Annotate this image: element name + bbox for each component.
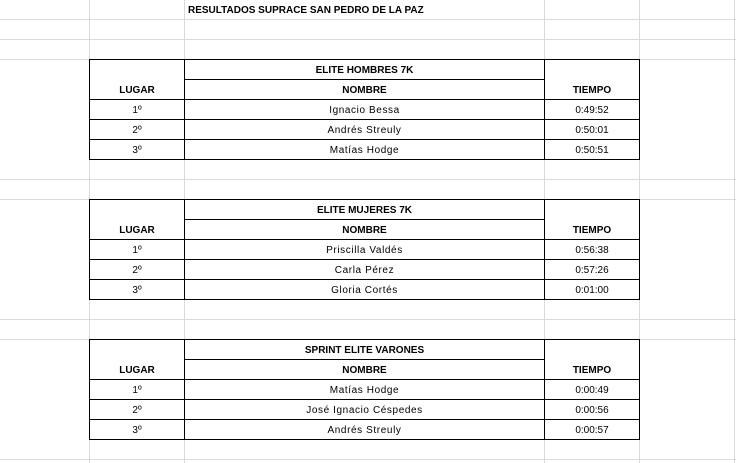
- column-header-place[interactable]: LUGAR: [90, 360, 185, 380]
- table-header-row: [90, 200, 640, 220]
- table-row: [90, 100, 640, 120]
- row-divider: [0, 319, 736, 320]
- row-divider: [0, 39, 736, 40]
- name-cell[interactable]: Andrés Streuly: [185, 120, 545, 140]
- name-cell[interactable]: Matías Hodge: [185, 140, 545, 160]
- time-cell[interactable]: 0:00:56: [545, 400, 640, 420]
- empty-cell[interactable]: [90, 60, 185, 80]
- column-header-row: [90, 80, 640, 100]
- time-cell[interactable]: 0:01:00: [545, 280, 640, 300]
- table-header-row: [90, 60, 640, 80]
- time-cell[interactable]: 0:49:52: [545, 100, 640, 120]
- name-cell[interactable]: Ignacio Bessa: [185, 100, 545, 120]
- column-header-time[interactable]: TIEMPO: [545, 220, 640, 240]
- place-cell[interactable]: 3º: [90, 420, 185, 440]
- time-cell[interactable]: 0:50:51: [545, 140, 640, 160]
- row-divider: [0, 179, 736, 180]
- place-cell[interactable]: 3º: [90, 280, 185, 300]
- empty-cell[interactable]: [545, 340, 640, 360]
- column-header-name[interactable]: NOMBRE: [185, 360, 545, 380]
- place-cell[interactable]: 1º: [90, 240, 185, 260]
- time-cell[interactable]: 0:00:57: [545, 420, 640, 440]
- column-divider: [734, 0, 735, 463]
- table-title[interactable]: SPRINT ELITE VARONES: [185, 340, 545, 360]
- column-header-name[interactable]: NOMBRE: [185, 80, 545, 100]
- table-row: [90, 120, 640, 140]
- place-cell[interactable]: 2º: [90, 120, 185, 140]
- column-header-place[interactable]: LUGAR: [90, 220, 185, 240]
- empty-cell[interactable]: [545, 60, 640, 80]
- column-header-time[interactable]: TIEMPO: [545, 360, 640, 380]
- table-row: [90, 140, 640, 160]
- empty-cell[interactable]: [90, 200, 185, 220]
- place-cell[interactable]: 2º: [90, 260, 185, 280]
- table-row: [90, 420, 640, 440]
- results-table-sprint-elite-varones: [89, 339, 640, 440]
- column-header-name[interactable]: NOMBRE: [185, 220, 545, 240]
- place-cell[interactable]: 3º: [90, 140, 185, 160]
- name-cell[interactable]: Carla Pérez: [185, 260, 545, 280]
- name-cell[interactable]: Priscilla Valdés: [185, 240, 545, 260]
- time-cell[interactable]: 0:50:01: [545, 120, 640, 140]
- results-table-elite-hombres: [89, 59, 640, 160]
- time-cell[interactable]: 0:56:38: [545, 240, 640, 260]
- name-cell[interactable]: Matías Hodge: [185, 380, 545, 400]
- table-title[interactable]: ELITE HOMBRES 7K: [185, 60, 545, 80]
- column-header-place[interactable]: LUGAR: [90, 80, 185, 100]
- place-cell[interactable]: 1º: [90, 100, 185, 120]
- table-row: [90, 380, 640, 400]
- table-row: [90, 280, 640, 300]
- column-header-row: [90, 220, 640, 240]
- table-row: [90, 240, 640, 260]
- column-header-time[interactable]: TIEMPO: [545, 80, 640, 100]
- results-table-elite-mujeres: [89, 199, 640, 300]
- row-divider: [0, 459, 736, 460]
- table-row: [90, 260, 640, 280]
- empty-cell[interactable]: [90, 340, 185, 360]
- time-cell[interactable]: 0:00:49: [545, 380, 640, 400]
- column-header-row: [90, 360, 640, 380]
- sheet-title[interactable]: RESULTADOS SUPRACE SAN PEDRO DE LA PAZ: [188, 5, 424, 16]
- table-row: [90, 400, 640, 420]
- place-cell[interactable]: 2º: [90, 400, 185, 420]
- table-title[interactable]: ELITE MUJERES 7K: [185, 200, 545, 220]
- name-cell[interactable]: Andrés Streuly: [185, 420, 545, 440]
- empty-cell[interactable]: [545, 200, 640, 220]
- place-cell[interactable]: 1º: [90, 380, 185, 400]
- table-header-row: [90, 340, 640, 360]
- name-cell[interactable]: José Ignacio Céspedes: [185, 400, 545, 420]
- time-cell[interactable]: 0:57:26: [545, 260, 640, 280]
- name-cell[interactable]: Gloria Cortés: [185, 280, 545, 300]
